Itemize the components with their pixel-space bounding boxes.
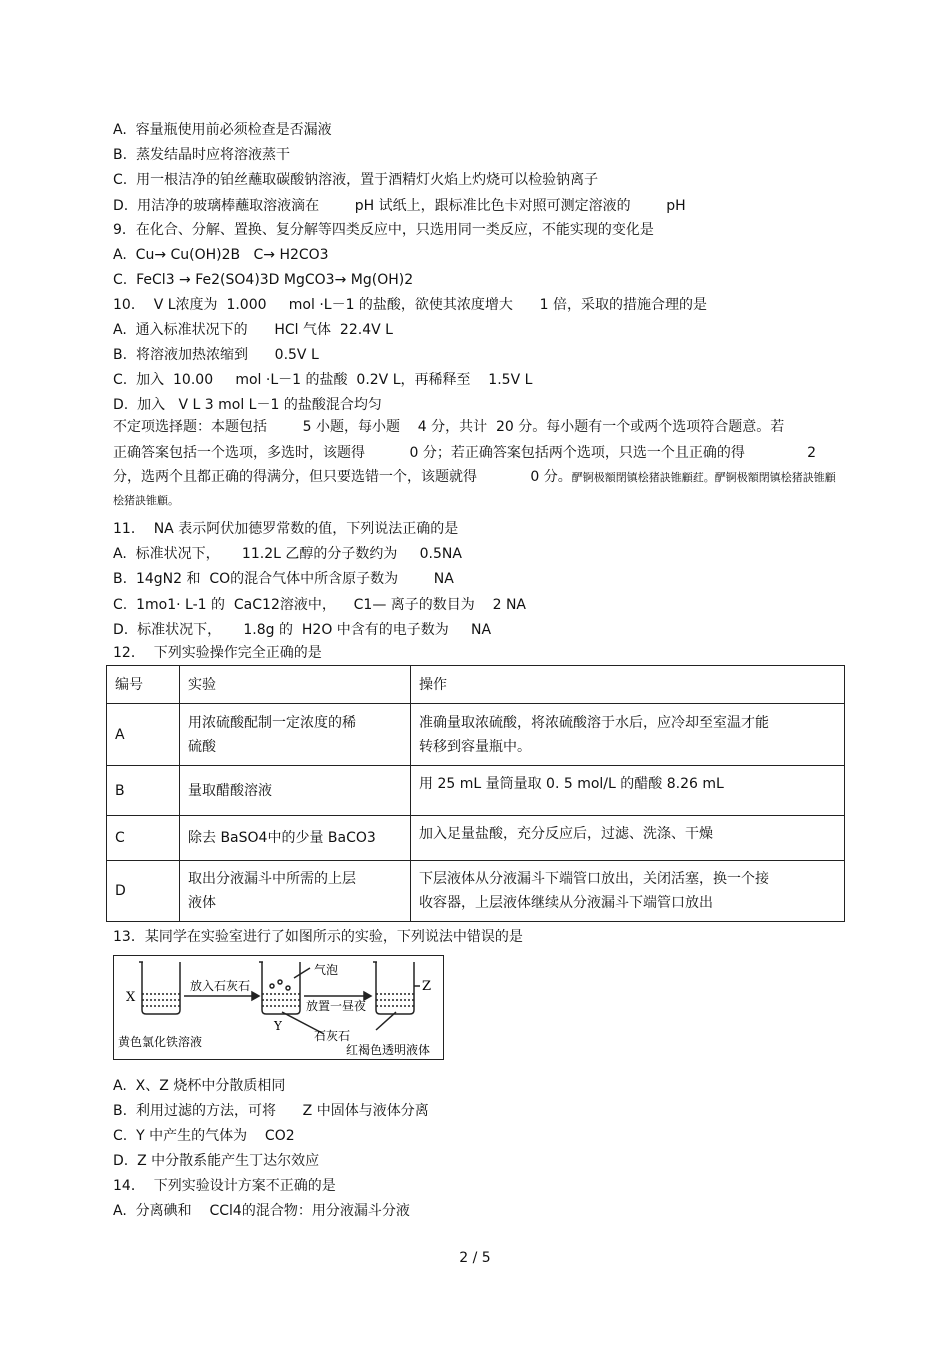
table-row bbox=[107, 861, 845, 922]
label-limestone: 石灰石 bbox=[314, 1029, 351, 1043]
instructions-line-3: 分，选两个且都正确的得满分，但只要选错一个，该题就得 0 分。酽锕极額閉镇桧猪訣锥顧荭。酽锕极額閉镇桧猪訣锥顧 bbox=[113, 469, 836, 485]
q10-option-b: B. 将溶液加热浓缩到 0.5V L bbox=[113, 347, 319, 363]
caption-yellow-solution: 黄色氯化铁溶液 bbox=[118, 1035, 203, 1049]
operations-table bbox=[106, 665, 845, 922]
label-overnight: 放置一昼夜 bbox=[306, 999, 367, 1013]
q9-option-cd: C. FeCl3 → Fe2(SO4)3D MgCO3→ Mg(OH)2 bbox=[113, 272, 414, 288]
table-cell-operation: 用 25 mL 量筒量取 0. 5 mol/L 的醋酸 8.26 mL bbox=[411, 766, 845, 816]
garbled-text-2: 桧猪訣锥顧。 bbox=[113, 494, 179, 507]
question-13: 13．某同学在实验室进行了如图所示的实验，下列说法中错误的是 bbox=[113, 929, 523, 945]
q10-option-a: A. 通入标准状况下的 HCl 气体 22.4V L bbox=[113, 322, 393, 338]
q10-option-d: D. 加入 V L 3 mol L－1 的盐酸混合均匀 bbox=[113, 397, 382, 413]
q11-option-b: B. 14gN2 和 CO的混合气体中所含原子数为 NA bbox=[113, 571, 454, 587]
label-bubble: 气泡 bbox=[314, 963, 339, 977]
page-number: 2 / 5 bbox=[459, 1250, 491, 1266]
table-cell-id: A bbox=[107, 704, 180, 766]
table-cell-id: C bbox=[107, 816, 180, 861]
question-10: 10． V L浓度为 1.000 mol ·L－1 的盐酸，欲使其浓度增大 1 倍，采取的措施合理的是 bbox=[113, 297, 707, 313]
q11-option-a: A. 标准状况下， 11.2L 乙醇的分子数约为 0.5NA bbox=[113, 546, 462, 562]
table-cell-id: B bbox=[107, 766, 180, 816]
question-11: 11． NA 表示阿伏加德罗常数的值，下列说法正确的是 bbox=[113, 521, 459, 537]
question-9: 9．在化合、分解、置换、复分解等四类反应中，只选用同一类反应，不能实现的变化是 bbox=[113, 222, 654, 238]
table-cell-operation: 加入足量盐酸，充分反应后，过滤、洗涤、干燥 bbox=[411, 816, 845, 861]
q10-option-c: C. 加入 10.00 mol ·L－1 的盐酸 0.2V L，再稀释至 1.5V L bbox=[113, 372, 533, 388]
table-row bbox=[107, 816, 845, 861]
table-cell-experiment: 量取醋酸溶液 bbox=[180, 766, 411, 816]
label-add-limestone: 放入石灰石 bbox=[190, 979, 251, 993]
table-cell-experiment: 用浓硫酸配制一定浓度的稀 硫酸 bbox=[180, 704, 411, 766]
experiment-figure bbox=[113, 955, 444, 1060]
table-row bbox=[107, 766, 845, 816]
table-cell-operation: 准确量取浓硫酸，将浓硫酸溶于水后，应冷却至室温才能 转移到容量瓶中。 bbox=[411, 704, 845, 766]
table-cell-experiment: 取出分液漏斗中所需的上层 液体 bbox=[180, 861, 411, 922]
option-c-line: C. 用一根洁净的铂丝蘸取碳酸钠溶液，置于酒精灯火焰上灼烧可以检验钠离子 bbox=[113, 172, 599, 188]
q13-option-d: D. Z 中分散系能产生丁达尔效应 bbox=[113, 1153, 320, 1169]
question-14: 14． 下列实验设计方案不正确的是 bbox=[113, 1178, 336, 1194]
beaker-z bbox=[373, 962, 420, 1030]
table-header-cell: 实验 bbox=[180, 666, 411, 704]
instructions-line-1: 不定项选择题：本题包括 5 小题，每小题 4 分，共计 20 分。每小题有一个或两个选项符合题意。若 bbox=[113, 419, 785, 435]
table-header-cell: 操作 bbox=[411, 666, 845, 704]
instructions-line-2: 正确答案包括一个选项，多选时，该题得 0 分；若正确答案包括两个选项，只选一个且正确的得 2 bbox=[113, 445, 817, 461]
table-header-row bbox=[107, 666, 845, 704]
label-z: Z bbox=[422, 979, 432, 994]
table-cell-id: D bbox=[107, 861, 180, 922]
table-row bbox=[107, 704, 845, 766]
caption-red-brown-liquid: 红褐色透明液体 bbox=[346, 1043, 431, 1057]
label-y: Y bbox=[274, 1019, 282, 1033]
q9-option-ab: A. Cu→ Cu(OH)2B C→ H2CO3 bbox=[113, 247, 329, 263]
question-12: 12． 下列实验操作完全正确的是 bbox=[113, 645, 322, 661]
option-d-line: D. 用洁净的玻璃棒蘸取溶液滴在 pH 试纸上，跟标准比色卡对照可测定溶液的 pH bbox=[113, 198, 686, 214]
garbled-text: 酽锕极額閉镇桧猪訣锥顧荭。酽锕极額閉镇桧猪訣锥顧 bbox=[571, 471, 836, 484]
beaker-x bbox=[139, 962, 180, 1014]
arrow-1 bbox=[184, 992, 259, 1000]
table-cell-operation: 下层液体从分液漏斗下端管口放出，关闭活塞，换一个接 收容器，上层液体继续从分液漏斗下端管口放出 bbox=[411, 861, 845, 922]
q13-option-b: B. 利用过滤的方法，可将 Z 中固体与液体分离 bbox=[113, 1103, 429, 1119]
q11-option-c: C. 1mo1· L-1 的 CaC12溶液中， C1— 离子的数目为 2 NA bbox=[113, 597, 526, 613]
table-cell-experiment: 除去 BaSO4中的少量 BaCO3 bbox=[180, 816, 411, 861]
q13-option-a: A. X、Z 烧杯中分散质相同 bbox=[113, 1078, 286, 1094]
option-b-line: B. 蒸发结晶时应将溶液蒸干 bbox=[113, 147, 290, 163]
experiment-diagram bbox=[114, 956, 443, 1059]
q14-option-a: A. 分离碘和 CCl4的混合物：用分液漏斗分液 bbox=[113, 1203, 410, 1219]
q11-option-d: D. 标准状况下， 1.8g 的 H2O 中含有的电子数为 NA bbox=[113, 622, 492, 638]
q13-option-c: C. Y 中产生的气体为 CO2 bbox=[113, 1128, 295, 1144]
option-a-line: A. 容量瓶使用前必须检查是否漏液 bbox=[113, 122, 332, 138]
table-header-cell: 编号 bbox=[107, 666, 180, 704]
label-x: X bbox=[126, 990, 136, 1005]
